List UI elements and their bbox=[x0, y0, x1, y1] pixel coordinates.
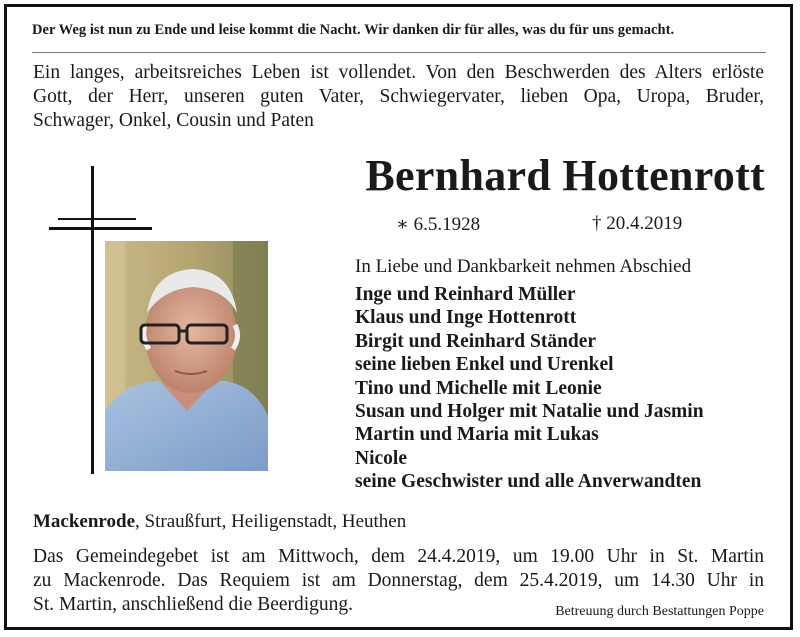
main-place: Mackenrode bbox=[33, 511, 136, 532]
birth-date: ∗ 6.5.1928 bbox=[396, 214, 481, 235]
undertaker-credit: Betreuung durch Bestattungen Poppe bbox=[555, 604, 764, 619]
intro-line: Gott, der Herr, unseren guten Vater, Schwiegervater, lieben Opa, Uropa, Bruder, bbox=[33, 86, 764, 107]
intro-line: Ein langes, arbeitsreiches Leben ist vollendet. Von den Beschwerden des Alters erlöste bbox=[33, 62, 764, 83]
intro-line: Schwager, Onkel, Cousin und Paten bbox=[33, 110, 314, 131]
motto-text: Der Weg ist nun zu Ende und leise kommt die Nacht. Wir danken dir für alles, was du für uns gemacht. bbox=[32, 22, 675, 38]
mourner-item: Tino und Michelle mit Leonie bbox=[355, 377, 602, 399]
mourner-item: Birgit und Reinhard Ständer bbox=[355, 330, 597, 352]
mourner-item: Nicole bbox=[355, 447, 407, 469]
intro-paragraph bbox=[33, 61, 764, 133]
service-line: St. Martin, anschließend die Beerdigung. bbox=[33, 594, 354, 615]
mourner-item: seine lieben Enkel und Urenkel bbox=[355, 354, 614, 376]
farewell-text: In Liebe und Dankbarkeit nehmen Abschied bbox=[355, 256, 692, 277]
service-line: zu Mackenrode. Das Requiem ist am Donnerstag, dem 25.4.2019, um 14.30 Uhr in bbox=[33, 570, 764, 591]
portrait-photo bbox=[105, 241, 268, 471]
mourner-item: Klaus und Inge Hottenrott bbox=[355, 307, 577, 329]
death-date: † 20.4.2019 bbox=[592, 213, 683, 234]
deceased-name: Bernhard Hottenrott bbox=[365, 151, 765, 200]
mourner-item: seine Geschwister und alle Anverwandten bbox=[355, 471, 702, 493]
service-line: Das Gemeindegebet ist am Mittwoch, dem 24.4.2019, um 19.00 Uhr in St. Martin bbox=[33, 546, 764, 567]
places-line bbox=[33, 511, 406, 533]
mourner-item: Susan und Holger mit Natalie und Jasmin bbox=[355, 401, 704, 423]
mourners-list bbox=[355, 283, 704, 494]
divider bbox=[32, 52, 766, 53]
other-places: , Straußfurt, Heiligenstadt, Heuthen bbox=[135, 511, 407, 532]
mourner-item: Inge und Reinhard Müller bbox=[355, 284, 576, 305]
mourner-item: Martin und Maria mit Lukas bbox=[355, 424, 599, 446]
